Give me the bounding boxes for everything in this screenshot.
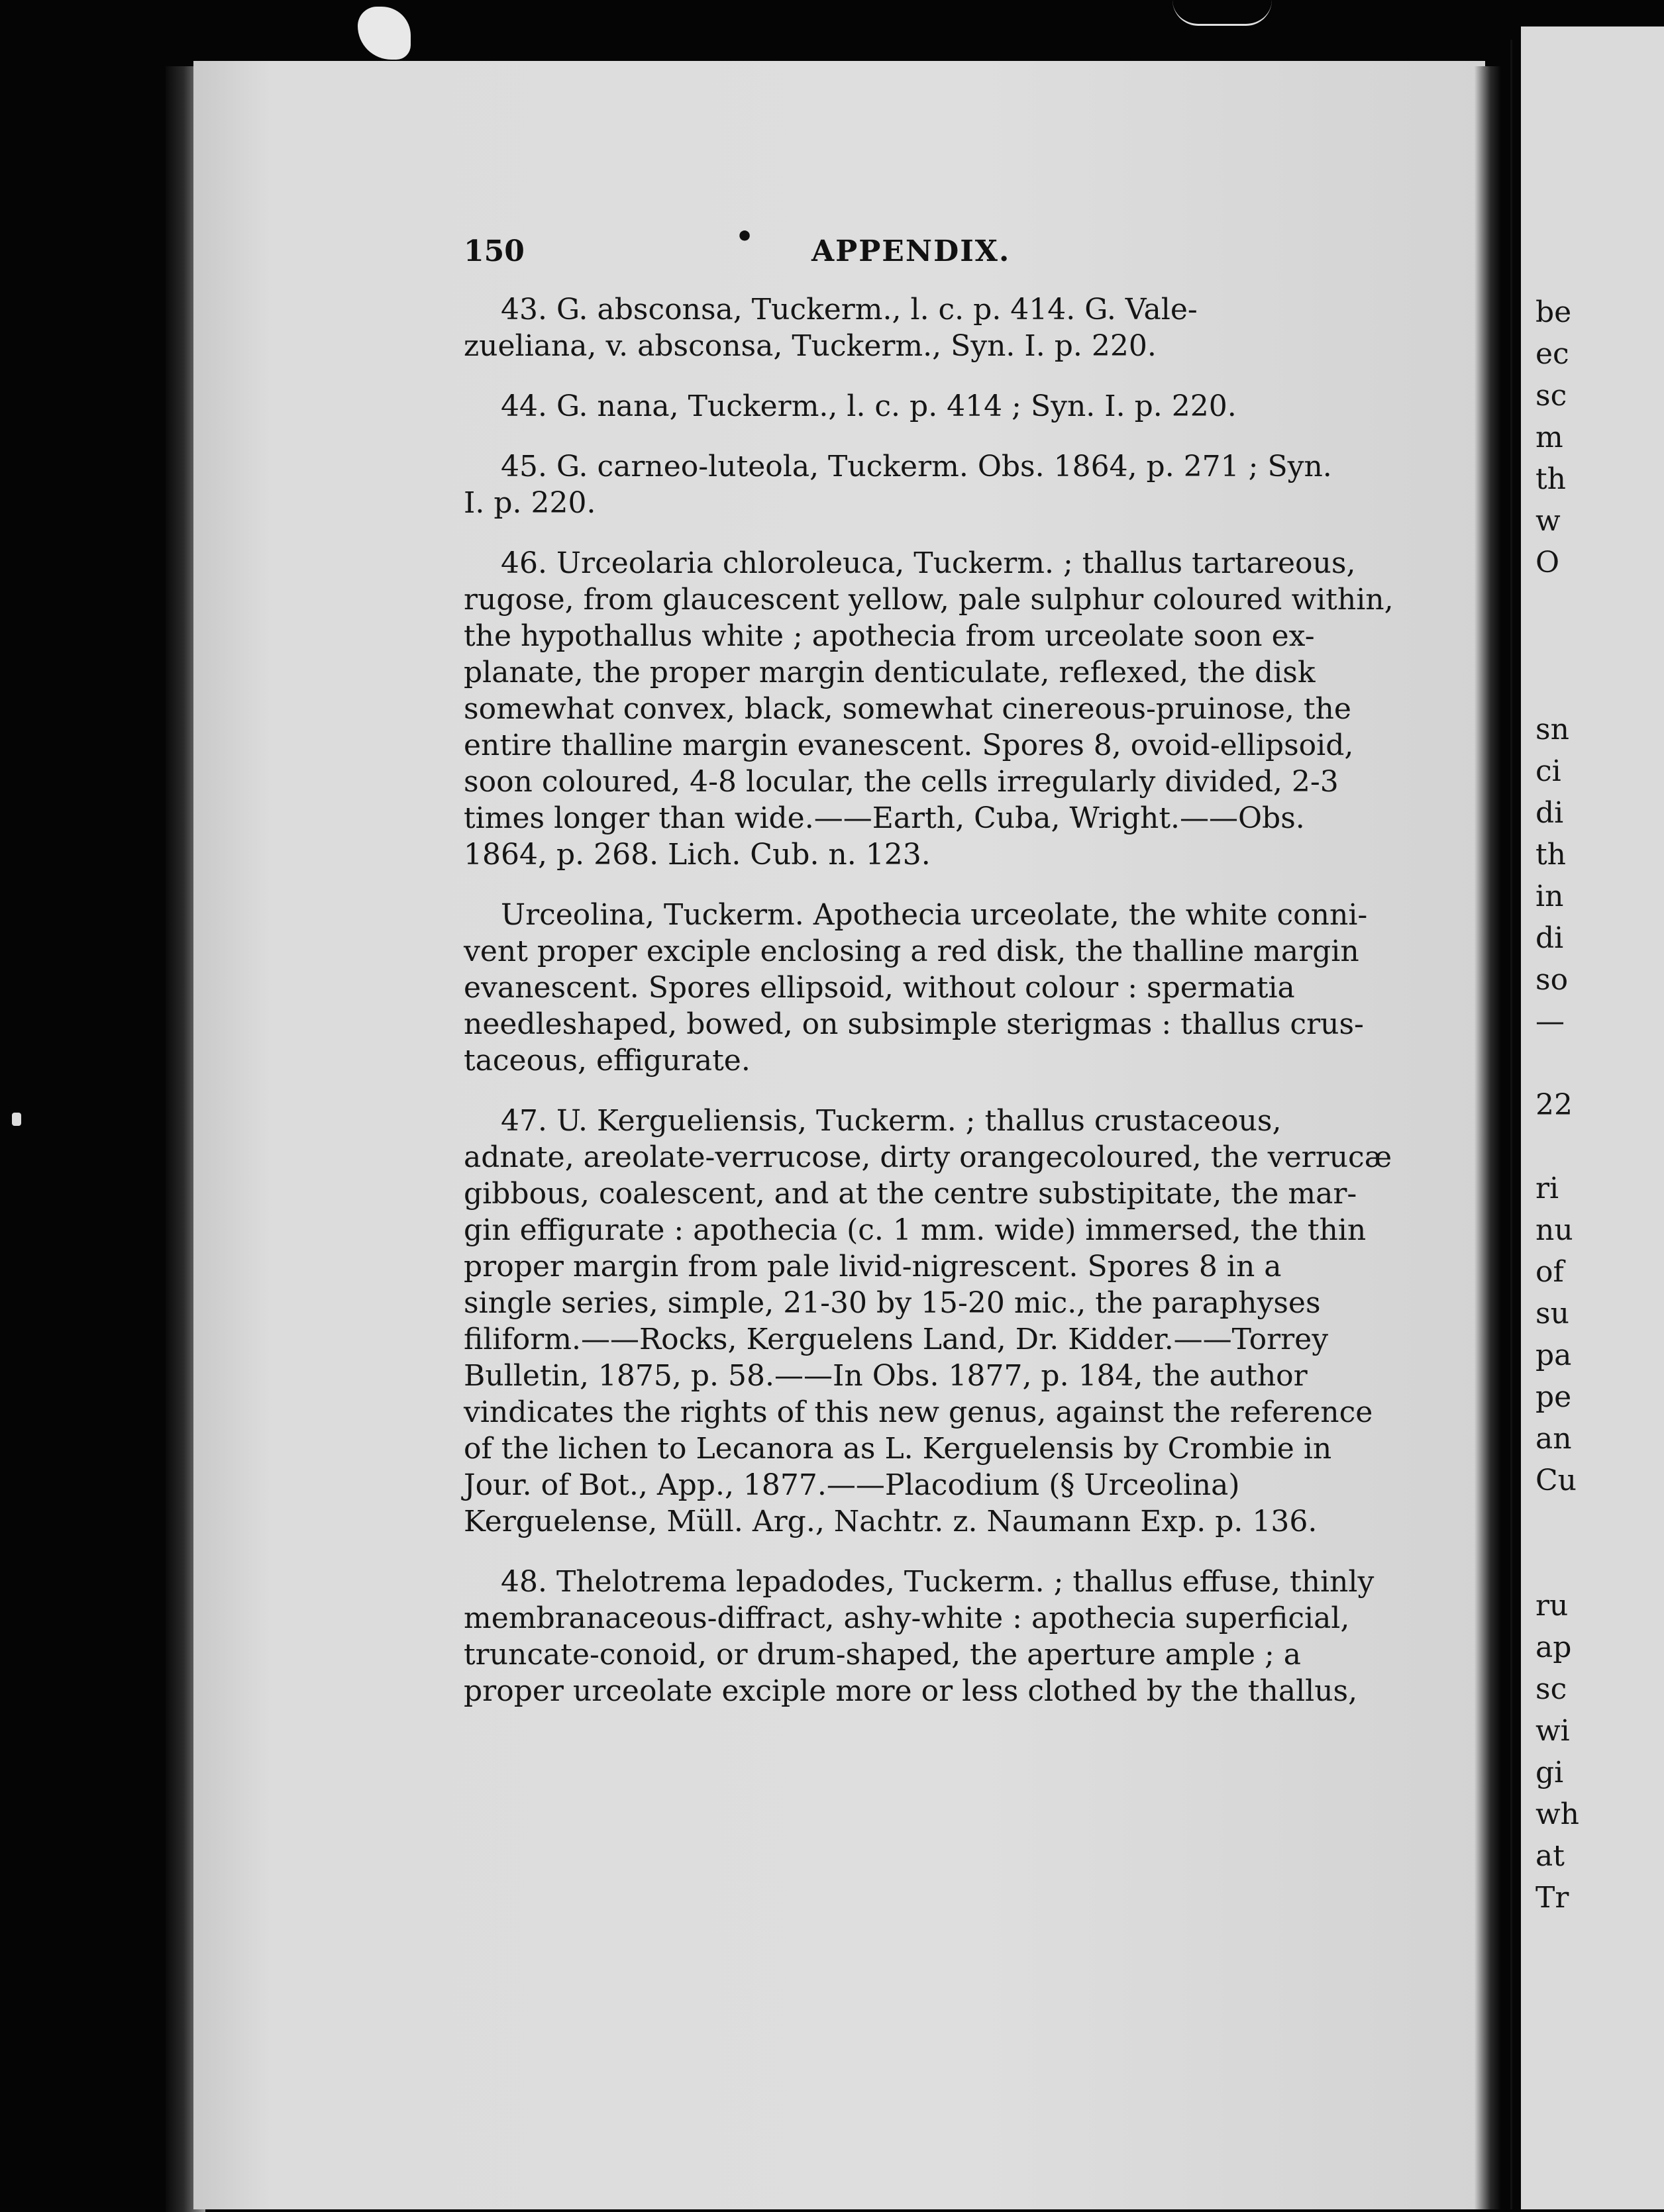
text-line: soon coloured, 4-8 locular, the cells irregularly divided, 2-3	[464, 765, 1339, 799]
text-line: the hypothallus white ; apothecia from urceolate soon ex-	[464, 619, 1315, 653]
fragment	[1535, 1042, 1664, 1084]
text-line: times longer than wide.——Earth, Cuba, Wright.——Obs.	[464, 801, 1305, 835]
fragment: Tr	[1535, 1881, 1569, 1915]
text-line: 44. G. nana, Tuckerm., l. c. p. 414 ; Syn. I. p. 220.	[501, 389, 1237, 423]
text-line: zueliana, v. absconsa, Tuckerm., Syn. I. p. 220.	[464, 329, 1157, 363]
text-line: 48. Thelotrema lepadodes, Tuckerm. ; thallus effuse, thinly	[501, 1565, 1375, 1599]
scan-speck	[12, 1113, 21, 1126]
fragment: pe	[1535, 1380, 1572, 1414]
text-line: needleshaped, bowed, on subsimple sterigmas : thallus crus-	[464, 1007, 1364, 1041]
text-line: membranaceous-diffract, ashy-white : apothecia superficial,	[464, 1601, 1350, 1635]
fragment: ci	[1535, 754, 1561, 788]
text-line: Jour. of Bot., App., 1877.——Placodium (§ Urceolina)	[464, 1468, 1240, 1502]
entry-43	[464, 291, 1370, 364]
fragment: di	[1535, 921, 1564, 955]
fragment: ec	[1535, 337, 1569, 371]
text-line: 47. U. Kergueliensis, Tuckerm. ; thallus crustaceous,	[501, 1104, 1282, 1138]
fragment: be	[1535, 295, 1572, 329]
running-head: APPENDIX.	[811, 234, 1011, 268]
facing-page-fragments	[1535, 291, 1664, 1919]
text-line: somewhat convex, black, somewhat cinereous-pruinose, the	[464, 692, 1351, 726]
fragment: sc	[1535, 379, 1567, 413]
body-text	[464, 291, 1394, 1733]
fragment: wh	[1535, 1797, 1579, 1831]
fragment: gi	[1535, 1756, 1564, 1789]
fragment: in	[1535, 880, 1564, 913]
text-line: planate, the proper margin denticulate, reflexed, the disk	[464, 656, 1316, 689]
text-line: 1864, p. 268. Lich. Cub. n. 123.	[464, 838, 931, 872]
fragment: m	[1535, 421, 1563, 454]
text-line: filiform.——Rocks, Kerguelens Land, Dr. Kidder.——Torrey	[464, 1323, 1329, 1356]
scan-blemish	[1172, 0, 1272, 26]
page-number: 150	[464, 234, 525, 268]
fragment: th	[1535, 462, 1567, 496]
fragment: w	[1535, 504, 1561, 538]
entry-44	[464, 388, 1370, 425]
fragment: Cu	[1535, 1464, 1577, 1497]
fragment: an	[1535, 1422, 1572, 1456]
fragment: so	[1535, 963, 1569, 997]
fragment: 22	[1535, 1088, 1573, 1122]
scan-blemish	[358, 7, 411, 60]
text-line: Kerguelense, Müll. Arg., Nachtr. z. Naumann Exp. p. 136.	[464, 1505, 1318, 1538]
entry-45	[464, 448, 1370, 521]
text-line: of the lichen to Lecanora as L. Kerguelensis by Crombie in	[464, 1432, 1332, 1466]
fragment: nu	[1535, 1213, 1573, 1247]
fragment: at	[1535, 1839, 1565, 1873]
genus-urceolina	[464, 897, 1370, 1079]
spine-line	[1510, 40, 1512, 2209]
text-line: entire thalline margin evanescent. Spores 8, ovoid-ellipsoid,	[464, 729, 1354, 762]
text-line: 43. G. absconsa, Tuckerm., l. c. p. 414. G. Vale-	[501, 293, 1198, 327]
text-line: proper urceolate exciple more or less clothed by the thallus,	[464, 1674, 1358, 1708]
text-line: gibbous, coalescent, and at the centre substipitate, the mar-	[464, 1177, 1357, 1211]
text-line: single series, simple, 21-30 by 15-20 mic., the paraphyses	[464, 1286, 1321, 1320]
page-header	[464, 220, 1358, 274]
header-dot: •	[735, 220, 754, 254]
fragment: sn	[1535, 713, 1569, 746]
fragment	[1535, 625, 1664, 667]
fragment: ru	[1535, 1589, 1569, 1623]
text-line: taceous, effigurate.	[464, 1044, 751, 1078]
fragment: ri	[1535, 1172, 1559, 1205]
fragment: th	[1535, 838, 1567, 872]
fragment	[1535, 667, 1664, 709]
fragment	[1535, 583, 1664, 625]
entry-46	[464, 545, 1394, 873]
page-edge	[1475, 66, 1501, 2209]
text-line: rugose, from glaucescent yellow, pale sulphur coloured within,	[464, 583, 1394, 617]
text-line: I. p. 220.	[464, 486, 596, 520]
fragment	[1535, 1501, 1664, 1543]
entry-47	[464, 1103, 1392, 1540]
text-line: Urceolina, Tuckerm. Apothecia urceolate, the white conni-	[501, 898, 1368, 932]
fragment: ap	[1535, 1631, 1572, 1664]
fragment: di	[1535, 796, 1564, 830]
text-line: proper margin from pale livid-nigrescent. Spores 8 in a	[464, 1250, 1282, 1283]
text-line: 46. Urceolaria chloroleuca, Tuckerm. ; thallus tartareous,	[501, 546, 1356, 580]
fragment: pa	[1535, 1338, 1572, 1372]
text-line: evanescent. Spores ellipsoid, without colour : spermatia	[464, 971, 1295, 1005]
text-line: adnate, areolate-verrucose, dirty orangecoloured, the verrucæ	[464, 1140, 1392, 1174]
fragment: of	[1535, 1255, 1564, 1289]
text-line: vindicates the rights of this new genus, against the reference	[464, 1395, 1373, 1429]
text-line: gin effigurate : apothecia (c. 1 mm. wide) immersed, the thin	[464, 1213, 1367, 1247]
fragment: —	[1535, 1005, 1565, 1038]
fragment	[1535, 1126, 1664, 1168]
fragment: wi	[1535, 1714, 1570, 1748]
fragment: O	[1535, 546, 1560, 579]
entry-48	[464, 1564, 1375, 1709]
text-line: vent proper exciple enclosing a red disk, the thalline margin	[464, 934, 1359, 968]
fragment: sc	[1535, 1672, 1567, 1706]
text-line: Bulletin, 1875, p. 58.——In Obs. 1877, p. 184, the author	[464, 1359, 1308, 1393]
fragment: su	[1535, 1297, 1569, 1331]
text-line: truncate-conoid, or drum-shaped, the aperture ample ; a	[464, 1638, 1302, 1672]
fragment	[1535, 1543, 1664, 1585]
text-line: 45. G. carneo-luteola, Tuckerm. Obs. 1864, p. 271 ; Syn.	[501, 450, 1332, 483]
